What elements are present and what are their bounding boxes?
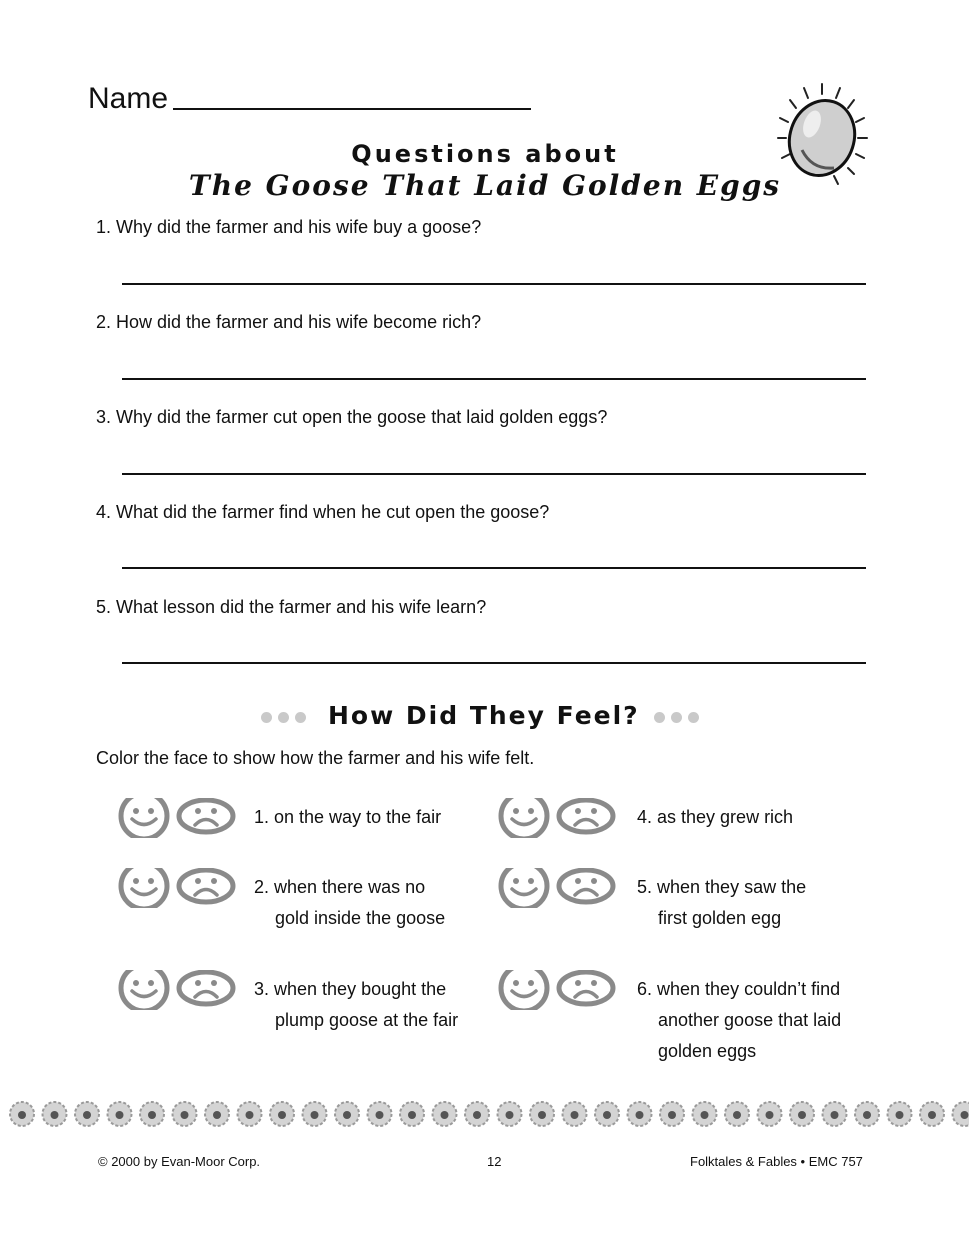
sad-face-icon[interactable]	[559, 972, 613, 1004]
feeling-item-text: 4. as they grew rich	[637, 807, 794, 827]
bead-icon	[888, 1102, 912, 1126]
feeling-item-4	[637, 802, 793, 833]
bead-icon	[823, 1102, 847, 1126]
bead-icon	[400, 1102, 424, 1126]
section-heading: How Did They Feel?	[328, 701, 640, 730]
decorative-bead-border	[0, 1094, 969, 1140]
bead-icon	[498, 1102, 522, 1126]
feeling-item-text: first golden egg	[658, 908, 782, 928]
book-info: Folktales & Fables • EMC 757	[690, 1154, 863, 1169]
name-field-line[interactable]	[173, 108, 531, 110]
answer-line-2[interactable]	[122, 378, 866, 380]
feeling-item-text: 2. when there was no	[254, 877, 426, 897]
feeling-item-6	[637, 974, 841, 1067]
feeling-item-3	[254, 974, 458, 1036]
name-label: Name	[88, 82, 169, 115]
sad-face-icon[interactable]	[179, 972, 233, 1004]
bead-icon	[75, 1102, 99, 1126]
bead-icon	[465, 1102, 489, 1126]
bead-icon	[693, 1102, 717, 1126]
happy-face-icon[interactable]	[121, 970, 167, 1010]
happy-face-icon[interactable]	[501, 970, 547, 1010]
bead-icon	[205, 1102, 229, 1126]
bead-icon	[43, 1102, 67, 1126]
copyright: © 2000 by Evan-Moor Corp.	[98, 1154, 261, 1169]
bead-icon	[595, 1102, 619, 1126]
bead-icon	[368, 1102, 392, 1126]
bead-icon	[660, 1102, 684, 1126]
bead-icon	[238, 1102, 262, 1126]
question-1: 1. Why did the farmer and his wife buy a goose?	[96, 217, 482, 237]
feeling-item-1	[254, 802, 441, 833]
bead-icon	[725, 1102, 749, 1126]
bead-icon	[628, 1102, 652, 1126]
question-4: 4. What did the farmer find when he cut open the goose?	[96, 502, 550, 522]
sad-face-icon[interactable]	[559, 870, 613, 902]
answer-line-4[interactable]	[122, 567, 866, 569]
bead-icon	[10, 1102, 34, 1126]
feeling-item-text: 6. when they couldn’t find	[637, 979, 841, 999]
page-number: 12	[487, 1154, 502, 1169]
bead-icon	[530, 1102, 554, 1126]
bead-icon	[173, 1102, 197, 1126]
bead-icon	[433, 1102, 457, 1126]
feeling-item-text: gold inside the goose	[275, 908, 446, 928]
bead-icon	[140, 1102, 164, 1126]
question-3: 3. Why did the farmer cut open the goose that laid golden eggs?	[96, 407, 608, 427]
sad-face-icon[interactable]	[179, 800, 233, 832]
bead-icon	[855, 1102, 879, 1126]
bead-icon	[303, 1102, 327, 1126]
happy-face-icon[interactable]	[121, 798, 167, 838]
bead-icon	[758, 1102, 782, 1126]
decorative-dots-right	[654, 710, 705, 724]
feeling-item-2	[254, 872, 445, 934]
bead-icon	[270, 1102, 294, 1126]
title-line-1: Questions about	[351, 140, 619, 168]
decorative-dots-left	[261, 710, 312, 724]
feeling-item-text: plump goose at the fair	[275, 1010, 459, 1030]
bead-icon	[563, 1102, 587, 1126]
happy-face-icon[interactable]	[501, 868, 547, 908]
happy-face-icon[interactable]	[121, 868, 167, 908]
question-2: 2. How did the farmer and his wife become rich?	[96, 312, 482, 332]
happy-face-icon[interactable]	[501, 798, 547, 838]
feeling-item-text: 1. on the way to the fair	[254, 807, 442, 827]
bead-icon	[108, 1102, 132, 1126]
instructions: Color the face to show how the farmer and his wife felt.	[96, 748, 535, 768]
feeling-item-text: 5. when they saw the	[637, 877, 807, 897]
feeling-item-text: golden eggs	[658, 1041, 757, 1061]
bead-icon	[953, 1102, 969, 1126]
answer-line-5[interactable]	[122, 662, 866, 664]
sad-face-icon[interactable]	[559, 800, 613, 832]
bead-icon	[920, 1102, 944, 1126]
feeling-item-text: 3. when they bought the	[254, 979, 447, 999]
bead-icon	[790, 1102, 814, 1126]
answer-line-1[interactable]	[122, 283, 866, 285]
feeling-item-5	[637, 872, 806, 934]
bead-icon	[335, 1102, 359, 1126]
story-title: The Goose That Laid Golden Eggs	[188, 169, 782, 202]
answer-line-3[interactable]	[122, 473, 866, 475]
sad-face-icon[interactable]	[179, 870, 233, 902]
feeling-item-text: another goose that laid	[658, 1010, 842, 1030]
question-5: 5. What lesson did the farmer and his wife learn?	[96, 597, 487, 617]
